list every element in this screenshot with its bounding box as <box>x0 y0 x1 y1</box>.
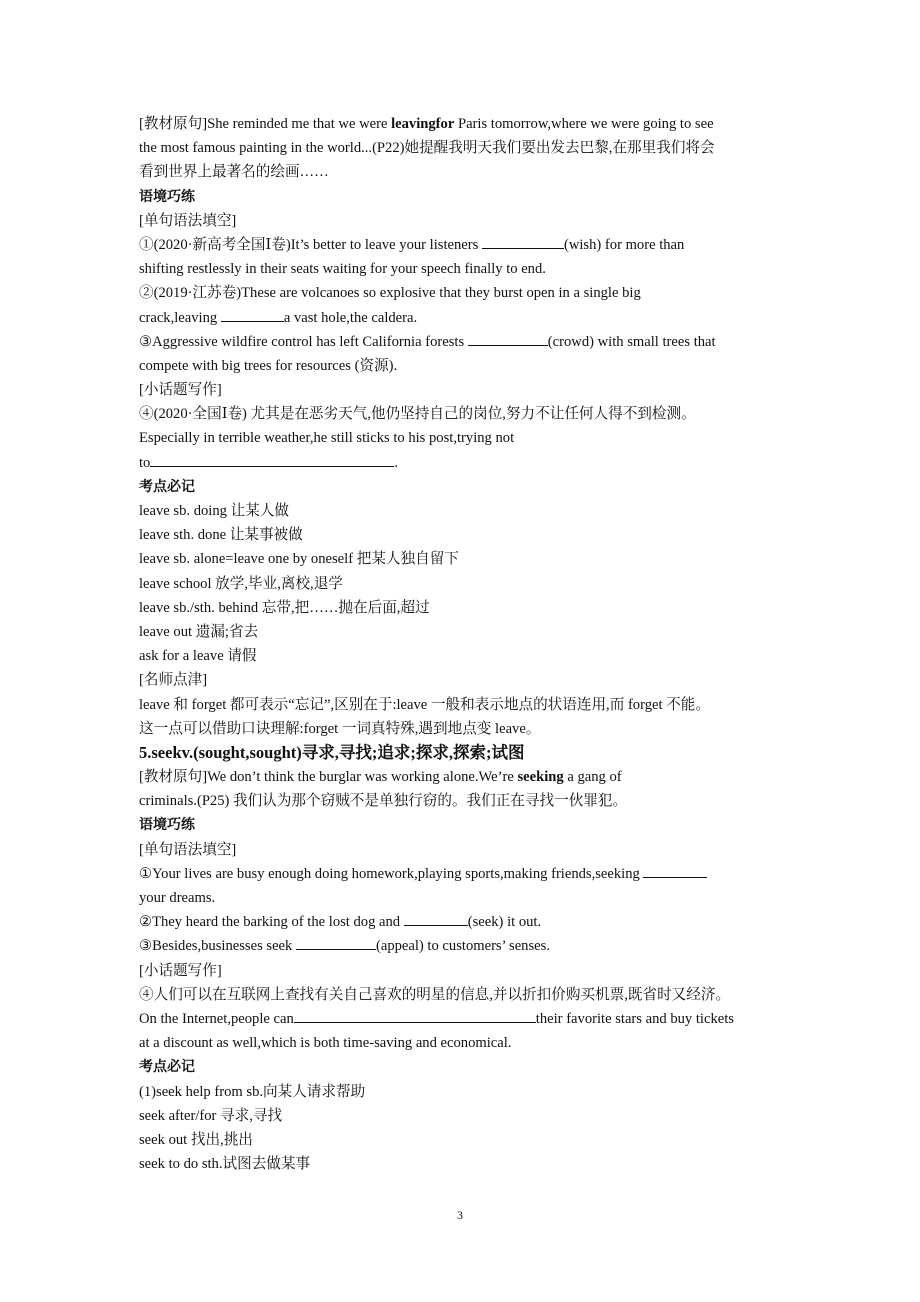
question-2: ②They heard the barking of the lost dog and (seek) it out. <box>139 910 789 934</box>
key-point: leave sb. doing 让某人做 <box>139 503 289 519</box>
bold-keyword: seeking <box>517 769 564 786</box>
section-heading: 考点必记 <box>139 1059 195 1076</box>
answer-blank <box>643 862 707 878</box>
section-heading: 语境巧练 <box>139 817 195 834</box>
answer-blank <box>294 1007 536 1023</box>
text-line: 看到世界上最著名的绘画…… <box>139 164 329 181</box>
subheading: [单句语法填空] <box>139 841 237 858</box>
text-line: compete with big trees for resources (资源). <box>139 357 398 374</box>
text: [教材原句]She reminded me that we were <box>139 116 392 132</box>
question-1: ①Your lives are busy enough doing homework,playing sports,making friends,seeking <box>139 862 789 886</box>
key-point: (1)seek help from sb.向某人请求帮助 <box>139 1083 366 1100</box>
key-point: seek out 找出,挑出 <box>139 1131 253 1148</box>
question-2: ②(2019·江苏卷)These are volcanoes so explosive that they burst open in a single big <box>139 285 641 302</box>
question-2-cont: crack,leaving a vast hole,the caldera. <box>139 306 789 330</box>
key-point: leave school 放学,毕业,离校,退学 <box>139 575 343 592</box>
answer-blank <box>296 934 376 950</box>
question-1: ①(2020·新高考全国Ⅰ卷)It’s better to leave your listeners (wish) for more than <box>139 233 789 257</box>
answer-blank <box>468 330 548 346</box>
answer-blank <box>221 306 284 322</box>
text-line: criminals.(P25) 我们认为那个窃贼不是单独行窃的。我们正在寻找一伙罪犯。 <box>139 793 628 810</box>
page-number: 3 <box>457 1208 463 1222</box>
key-point: leave out 遗漏;省去 <box>139 623 259 640</box>
question-4: ④(2020·全国Ⅰ卷) 尤其是在恶劣天气,他仍坚持自己的岗位,努力不让任何人得不到检测。 <box>139 406 696 423</box>
entry-title: 5.seekv.(sought,sought)寻求,寻找;追求;探求,探索;试图 <box>139 742 525 762</box>
subheading: [小话题写作] <box>139 382 222 399</box>
text-line: your dreams. <box>139 890 216 906</box>
section-heading: 考点必记 <box>139 478 195 495</box>
bold-keyword: leavingfor <box>391 116 455 132</box>
answer-blank <box>404 910 468 926</box>
key-point: leave sb./sth. behind 忘带,把……抛在后面,超过 <box>139 599 430 616</box>
question-4-blank-line: On the Internet,people can their favorite stars and buy tickets <box>139 1007 789 1031</box>
tip-line: 这一点可以借助口诀理解:forget 一词真特殊,遇到地点变 leave。 <box>139 720 541 737</box>
key-point: ask for a leave 请假 <box>139 648 257 665</box>
subheading: [小话题写作] <box>139 962 222 979</box>
key-point: seek to do sth.试图去做某事 <box>139 1156 311 1173</box>
subheading: [单句语法填空] <box>139 212 237 229</box>
text-line: Especially in terrible weather,he still sticks to his post,trying not <box>139 430 515 447</box>
answer-blank <box>482 233 564 249</box>
question-3: ③Aggressive wildfire control has left California forests (crowd) with small trees that <box>139 330 789 354</box>
tip-line: leave 和 forget 都可表示“忘记”,区别在于:leave 一般和表示地点的状语连用,而 forget 不能。 <box>139 696 710 713</box>
text: Paris tomorrow,where we were going to see <box>454 116 714 132</box>
answer-blank <box>150 451 394 467</box>
key-point: leave sb. alone=leave one by oneself 把某人独自留下 <box>139 551 459 568</box>
question-4: ④人们可以在互联网上查找有关自己喜欢的明星的信息,并以折扣价购买机票,既省时又经济。 <box>139 986 731 1003</box>
textbook-sentence-line: [教材原句]We don’t think the burglar was working alone.We’re seeking a gang of <box>139 769 622 786</box>
text-line: shifting restlessly in their seats waiting for your speech finally to end. <box>139 261 546 278</box>
document-page <box>139 112 789 1176</box>
key-point: seek after/for 寻求,寻找 <box>139 1107 283 1124</box>
key-point: leave sth. done 让某事被做 <box>139 527 303 544</box>
text-line: at a discount as well,which is both time-saving and economical. <box>139 1035 512 1052</box>
question-4-blank-line: to . <box>139 451 789 475</box>
text-line: the most famous painting in the world...(P22)她提醒我明天我们要出发去巴黎,在那里我们将会 <box>139 140 715 157</box>
question-3: ③Besides,businesses seek (appeal) to customers’ senses. <box>139 934 789 958</box>
textbook-sentence-line <box>139 112 789 136</box>
section-heading: 语境巧练 <box>139 188 195 205</box>
subheading: [名师点津] <box>139 672 208 689</box>
